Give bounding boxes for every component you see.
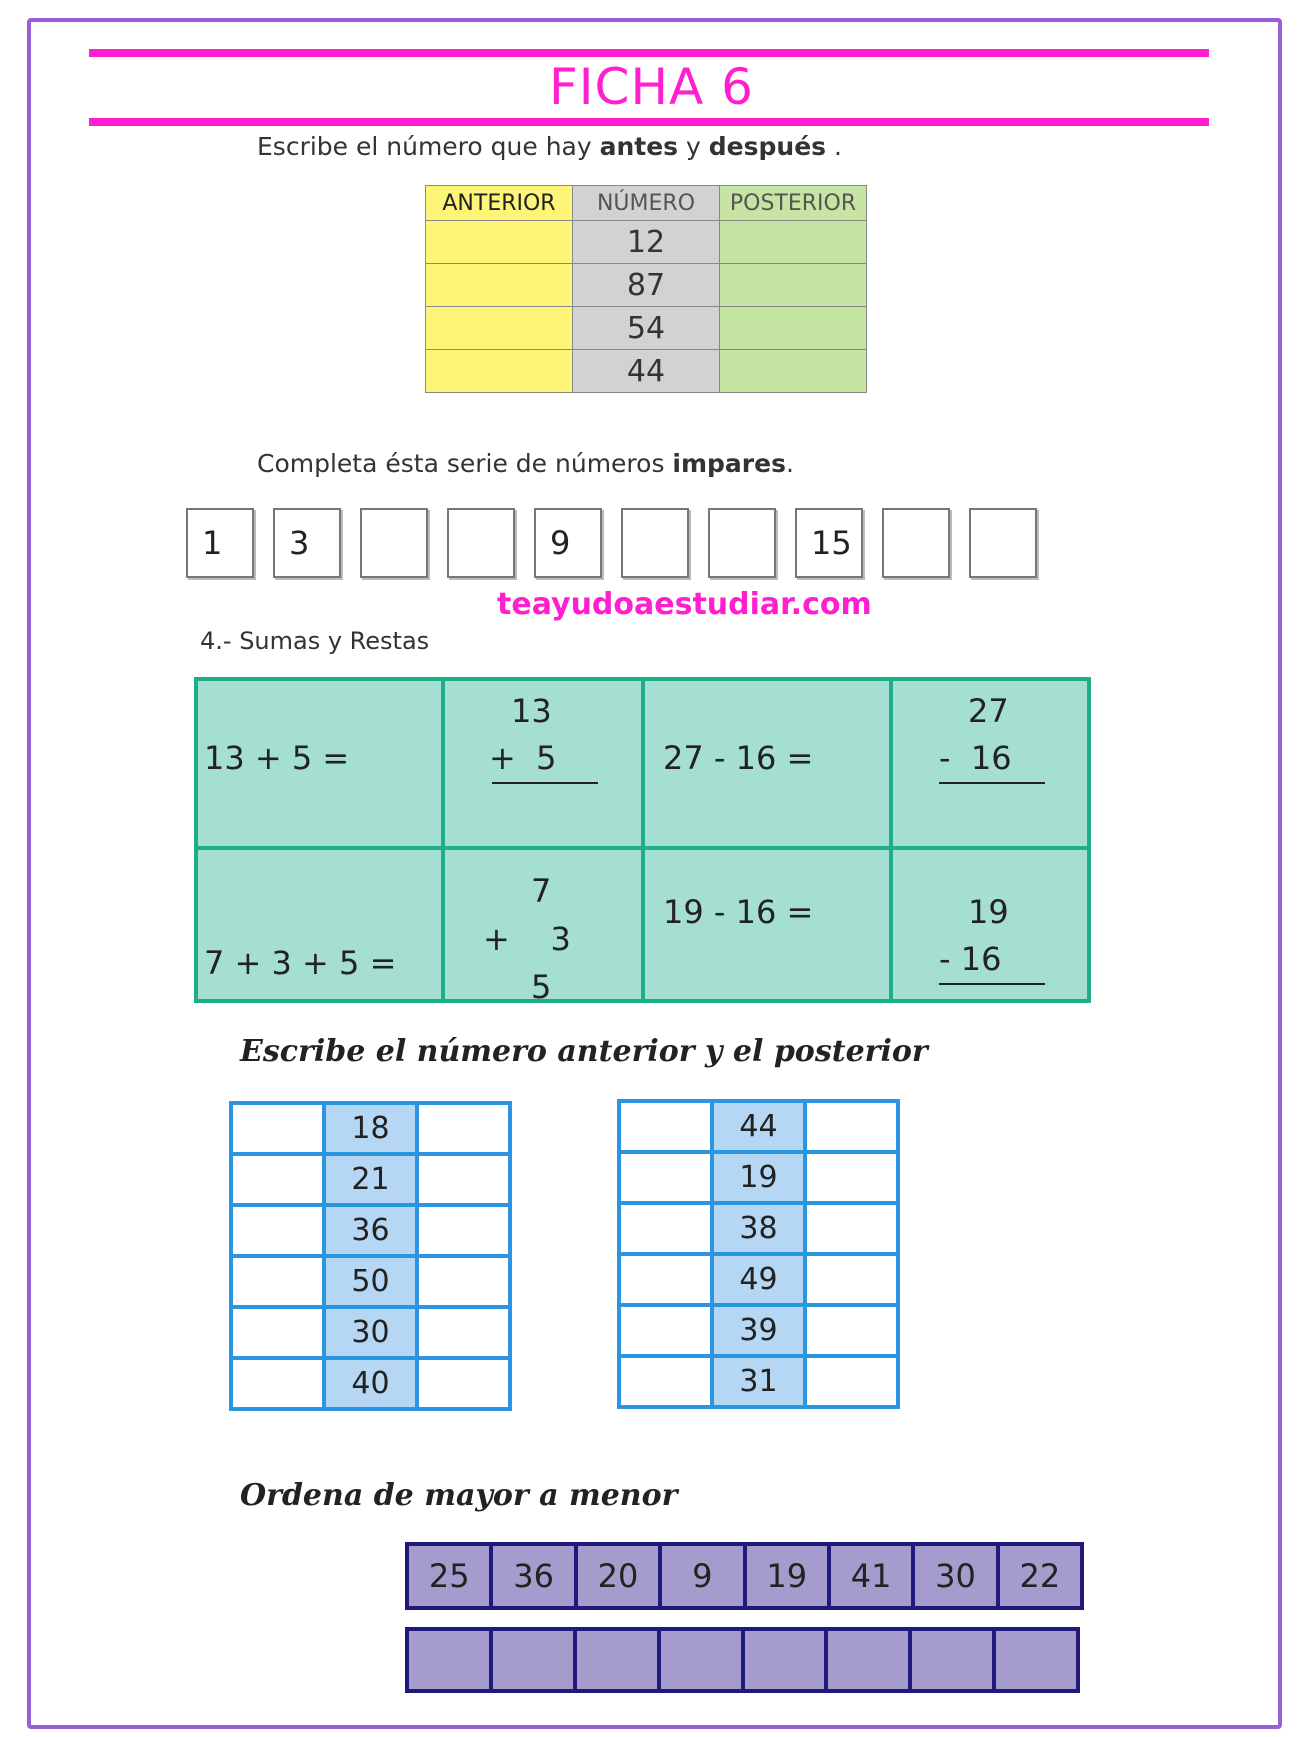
- order-answer-cell[interactable]: [493, 1631, 577, 1689]
- instruction-odd-series: Completa ésta serie de números impares.: [257, 449, 794, 478]
- answer-cell[interactable]: [417, 1256, 510, 1307]
- answer-cell[interactable]: [619, 1152, 712, 1203]
- answer-cell[interactable]: [619, 1356, 712, 1407]
- before-after-table: [425, 185, 867, 393]
- instruction-before-after: Escribe el número que hay antes y después .: [257, 132, 842, 161]
- page-title: FICHA 6: [549, 58, 754, 116]
- answer-cell[interactable]: [805, 1356, 898, 1407]
- grid-divider: [889, 681, 893, 999]
- answer-cell[interactable]: [720, 221, 867, 264]
- anterior-posterior-heading: Escribe el número anterior y el posterior: [240, 1034, 928, 1069]
- answer-cell[interactable]: [619, 1203, 712, 1254]
- answer-cell[interactable]: [619, 1254, 712, 1305]
- answer-cell[interactable]: [417, 1103, 510, 1154]
- answer-cell[interactable]: [805, 1305, 898, 1356]
- answer-cell[interactable]: [231, 1154, 324, 1205]
- answer-cell[interactable]: [805, 1254, 898, 1305]
- series-box-empty[interactable]: [882, 508, 950, 578]
- order-number: 30: [915, 1546, 999, 1606]
- sub-line: [939, 782, 1045, 784]
- order-answer-cell[interactable]: [996, 1631, 1076, 1689]
- sub2-top: 19: [968, 893, 1009, 931]
- neighbors-table-left: [229, 1101, 512, 1411]
- answer-cell[interactable]: [426, 307, 573, 350]
- answer-cell[interactable]: [619, 1101, 712, 1152]
- order-answer-row: [405, 1627, 1080, 1693]
- order-answer-cell[interactable]: [577, 1631, 661, 1689]
- series-box-empty[interactable]: [621, 508, 689, 578]
- sum-bottom: + 5: [489, 739, 557, 777]
- order-number: 22: [1019, 1557, 1061, 1595]
- answer-cell[interactable]: [417, 1358, 510, 1409]
- order-answer-cell[interactable]: [745, 1631, 829, 1689]
- answer-cell[interactable]: [231, 1103, 324, 1154]
- order-number: 9: [662, 1546, 746, 1606]
- title-underline: [89, 118, 1209, 126]
- grid-divider: [641, 681, 645, 999]
- answer-cell[interactable]: [805, 1101, 898, 1152]
- number-cell: 19: [712, 1152, 805, 1203]
- subtraction-horizontal: 27 - 16 =: [663, 739, 814, 777]
- sub2-line: [939, 983, 1045, 985]
- answer-cell[interactable]: [231, 1358, 324, 1409]
- odd-number-series: [186, 508, 1037, 578]
- header-numero: NÚMERO: [573, 186, 720, 221]
- number-cell: 40: [324, 1358, 417, 1409]
- answer-cell[interactable]: [805, 1152, 898, 1203]
- number-cell: 38: [712, 1203, 805, 1254]
- series-box-empty[interactable]: [969, 508, 1037, 578]
- sum3-horizontal: 7 + 3 + 5 =: [204, 944, 397, 982]
- watermark-url: teayudoaestudiar.com: [497, 587, 872, 622]
- number-cell: 49: [712, 1254, 805, 1305]
- sum3-a: 7: [531, 872, 552, 910]
- order-number: 41: [831, 1546, 915, 1606]
- order-heading: Ordena de mayor a menor: [240, 1478, 678, 1513]
- answer-cell[interactable]: [231, 1307, 324, 1358]
- order-number: 25: [409, 1546, 493, 1606]
- answer-cell[interactable]: [720, 264, 867, 307]
- sums-grid: [194, 677, 1091, 1003]
- answer-cell[interactable]: [720, 350, 867, 393]
- top-rule: [89, 49, 1209, 57]
- number-cell: 87: [573, 264, 720, 307]
- answer-cell[interactable]: [426, 264, 573, 307]
- header-anterior: ANTERIOR: [426, 186, 573, 221]
- answer-cell[interactable]: [231, 1256, 324, 1307]
- sums-heading: 4.- Sumas y Restas: [200, 627, 430, 655]
- subtraction2-horizontal: 19 - 16 =: [663, 893, 814, 931]
- number-cell: 39: [712, 1305, 805, 1356]
- order-number: 36: [493, 1546, 577, 1606]
- answer-cell[interactable]: [417, 1154, 510, 1205]
- sub-bottom: - 16: [939, 739, 1012, 777]
- sum-horizontal: 13 + 5 =: [204, 739, 350, 777]
- order-number: 19: [747, 1546, 831, 1606]
- order-answer-cell[interactable]: [661, 1631, 745, 1689]
- order-numbers-row: [405, 1542, 1084, 1610]
- answer-cell[interactable]: [417, 1307, 510, 1358]
- number-cell: 12: [573, 221, 720, 264]
- series-box: 9: [534, 508, 602, 578]
- grid-divider: [441, 681, 445, 999]
- number-cell: 54: [573, 307, 720, 350]
- answer-cell[interactable]: [619, 1305, 712, 1356]
- order-number: 20: [578, 1546, 662, 1606]
- answer-cell[interactable]: [426, 350, 573, 393]
- order-answer-cell[interactable]: [409, 1631, 493, 1689]
- grid-divider: [198, 846, 1087, 850]
- answer-cell[interactable]: [805, 1203, 898, 1254]
- number-cell: 31: [712, 1356, 805, 1407]
- number-cell: 18: [324, 1103, 417, 1154]
- number-cell: 30: [324, 1307, 417, 1358]
- answer-cell[interactable]: [231, 1205, 324, 1256]
- series-box-empty[interactable]: [708, 508, 776, 578]
- series-box-empty[interactable]: [360, 508, 428, 578]
- answer-cell[interactable]: [417, 1205, 510, 1256]
- number-cell: 50: [324, 1256, 417, 1307]
- series-box: 3: [273, 508, 341, 578]
- sum-top: 13: [511, 692, 552, 730]
- sum3-c: 5: [531, 968, 552, 1000]
- answer-cell[interactable]: [426, 221, 573, 264]
- order-answer-cell[interactable]: [912, 1631, 996, 1689]
- answer-cell[interactable]: [720, 307, 867, 350]
- sub-top: 27: [968, 692, 1009, 730]
- series-box-empty[interactable]: [447, 508, 515, 578]
- series-box: 1: [186, 508, 254, 578]
- number-cell: 44: [712, 1101, 805, 1152]
- number-cell: 21: [324, 1154, 417, 1205]
- neighbors-table-right: [617, 1099, 900, 1409]
- number-cell: 44: [573, 350, 720, 393]
- sum-line: [492, 782, 598, 784]
- header-posterior: POSTERIOR: [720, 186, 867, 221]
- series-box: 15: [795, 508, 863, 578]
- sum3-b: + 3: [483, 920, 571, 958]
- number-cell: 36: [324, 1205, 417, 1256]
- order-answer-cell[interactable]: [828, 1631, 912, 1689]
- sub2-bottom: - 16: [939, 940, 1002, 978]
